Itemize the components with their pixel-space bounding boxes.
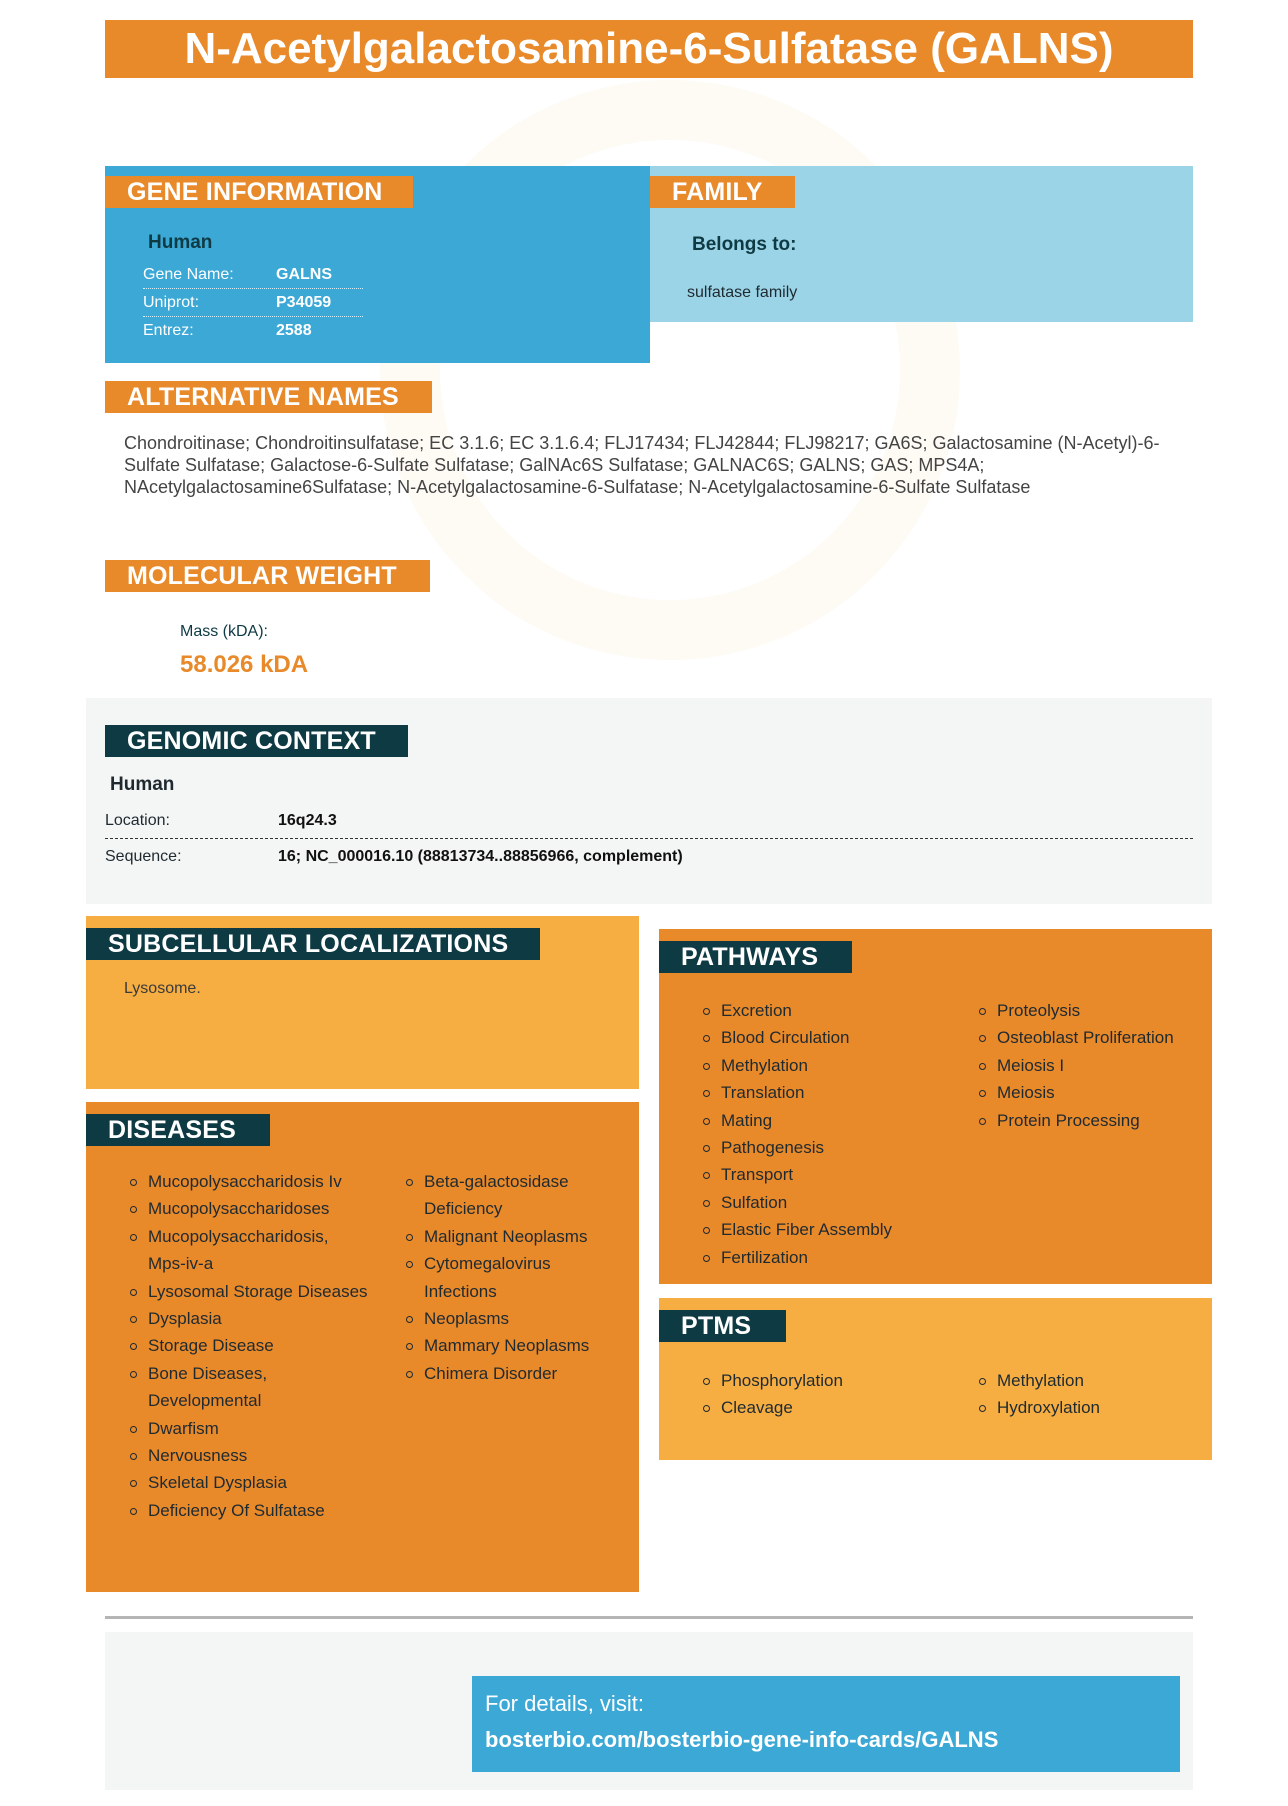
- visit-label: For details, visit:: [485, 1691, 644, 1716]
- details-link-box[interactable]: [472, 1676, 1180, 1772]
- pathway-item: Meiosis: [979, 1079, 1199, 1106]
- ptm-item: Cleavage: [703, 1394, 953, 1421]
- pathway-item: Fertilization: [703, 1244, 953, 1271]
- molecular-weight-heading: MOLECULAR WEIGHT: [105, 560, 430, 592]
- ptms-panel: [659, 1298, 1212, 1460]
- sequence-label: Sequence:: [105, 848, 182, 865]
- location-row: [105, 803, 1193, 839]
- ptms-list-col1: [703, 1367, 953, 1422]
- pathway-item: Blood Circulation: [703, 1024, 953, 1051]
- genomic-context-panel: [86, 698, 1212, 904]
- belongs-to-label: Belongs to:: [692, 234, 797, 255]
- disease-item: Lysosomal Storage Diseases: [130, 1278, 370, 1305]
- subcellular-heading: SUBCELLULAR LOCALIZATIONS: [86, 928, 540, 960]
- pathway-item: Elastic Fiber Assembly: [703, 1216, 953, 1243]
- disease-item: Mammary Neoplasms: [406, 1332, 626, 1359]
- gene-species: Human: [148, 232, 213, 253]
- uniprot-row: [143, 289, 363, 317]
- entrez-value: 2588: [276, 322, 312, 339]
- family-value: sulfatase family: [687, 284, 798, 301]
- ptm-item: Methylation: [979, 1367, 1199, 1394]
- family-heading: FAMILY: [650, 176, 795, 208]
- gene-information-panel: [105, 166, 650, 363]
- pathway-item: Proteolysis: [979, 997, 1199, 1024]
- alternative-names-text: Chondroitinase; Chondroitinsulfatase; EC 3.1.6; EC 3.1.6.4; FLJ17434; FLJ42844; FLJ98217; GA6S; Galactosamine (N-Acetyl)-6-Sulfate Sulfatase; Galactose-6-Sulfate Sulfatase; GalNAc6S Sulfatase; GALNAC6S; GALNS; GAS; MPS4A; NAcetylgalactosamine6Sulfatase; N-Acetylgalactosamine-6-Sulfatase; N-Acetylgalactosamine-6-Sulfate Sulfatase: [124, 433, 1160, 497]
- uniprot-value: P34059: [276, 294, 332, 311]
- disease-item: Deficiency Of Sulfatase: [130, 1497, 370, 1524]
- pathway-item: Methylation: [703, 1052, 953, 1079]
- location-value: 16q24.3: [278, 812, 337, 829]
- disease-item: Beta-galactosidase Deficiency: [406, 1168, 626, 1223]
- subcellular-text: Lysosome.: [124, 980, 201, 997]
- pathway-item: Translation: [703, 1079, 953, 1106]
- pathways-list-col1: [703, 997, 953, 1271]
- disease-item: Skeletal Dysplasia: [130, 1469, 370, 1496]
- disease-item: Nervousness: [130, 1442, 370, 1469]
- ptms-heading: PTMS: [659, 1310, 786, 1342]
- disease-item: Mucopolysaccharidosis, Mps-iv-a: [130, 1223, 370, 1278]
- footer-divider: [105, 1616, 1193, 1619]
- family-panel: [650, 166, 1193, 322]
- disease-item: Dysplasia: [130, 1305, 370, 1332]
- pathway-item: Excretion: [703, 997, 953, 1024]
- disease-item: Malignant Neoplasms: [406, 1223, 626, 1250]
- disease-item: Storage Disease: [130, 1332, 370, 1359]
- pathway-item: Osteoblast Proliferation: [979, 1024, 1199, 1051]
- gene-name-value: GALNS: [276, 266, 332, 283]
- pathways-list-col2: [979, 997, 1199, 1134]
- diseases-list-col1: [130, 1168, 370, 1524]
- mass-value: 58.026 kDA: [180, 651, 309, 678]
- pathway-item: Sulfation: [703, 1189, 953, 1216]
- diseases-panel: [86, 1102, 639, 1592]
- sequence-value: 16; NC_000016.10 (88813734..88856966, complement): [278, 848, 683, 865]
- page-title: N-Acetylgalactosamine-6-Sulfatase (GALNS): [105, 20, 1193, 78]
- mass-label: Mass (kDA):: [180, 623, 268, 640]
- entrez-label: Entrez:: [143, 322, 194, 339]
- diseases-heading: DISEASES: [86, 1114, 270, 1146]
- subcellular-panel: [86, 916, 639, 1089]
- pathways-panel: [659, 929, 1212, 1284]
- details-url-link[interactable]: bosterbio.com/bosterbio-gene-info-cards/GALNS: [485, 1727, 999, 1752]
- uniprot-label: Uniprot:: [143, 294, 200, 311]
- pathway-item: Transport: [703, 1161, 953, 1188]
- disease-item: Mucopolysaccharidoses: [130, 1195, 370, 1222]
- genomic-context-heading: GENOMIC CONTEXT: [105, 725, 408, 757]
- disease-item: Mucopolysaccharidosis Iv: [130, 1168, 370, 1195]
- disease-item: Bone Diseases, Developmental: [130, 1360, 370, 1415]
- entrez-row: [143, 317, 363, 344]
- pathway-item: Meiosis I: [979, 1052, 1199, 1079]
- disease-item: Chimera Disorder: [406, 1360, 626, 1387]
- disease-item: Cytomegalovirus Infections: [406, 1250, 626, 1305]
- pathway-item: Protein Processing: [979, 1107, 1199, 1134]
- pathways-heading: PATHWAYS: [659, 941, 852, 973]
- diseases-list-col2: [406, 1168, 626, 1387]
- gene-name-label: Gene Name:: [143, 266, 234, 283]
- sequence-row: [105, 839, 1193, 875]
- location-label: Location:: [105, 812, 170, 829]
- genomic-species: Human: [110, 774, 175, 795]
- alternative-names-heading: ALTERNATIVE NAMES: [105, 381, 432, 413]
- ptm-item: Phosphorylation: [703, 1367, 953, 1394]
- pathway-item: Mating: [703, 1107, 953, 1134]
- pathway-item: Pathogenesis: [703, 1134, 953, 1161]
- ptms-list-col2: [979, 1367, 1199, 1422]
- ptm-item: Hydroxylation: [979, 1394, 1199, 1421]
- disease-item: Dwarfism: [130, 1415, 370, 1442]
- gene-name-row: [143, 261, 363, 289]
- gene-information-heading: GENE INFORMATION: [105, 176, 413, 208]
- disease-item: Neoplasms: [406, 1305, 626, 1332]
